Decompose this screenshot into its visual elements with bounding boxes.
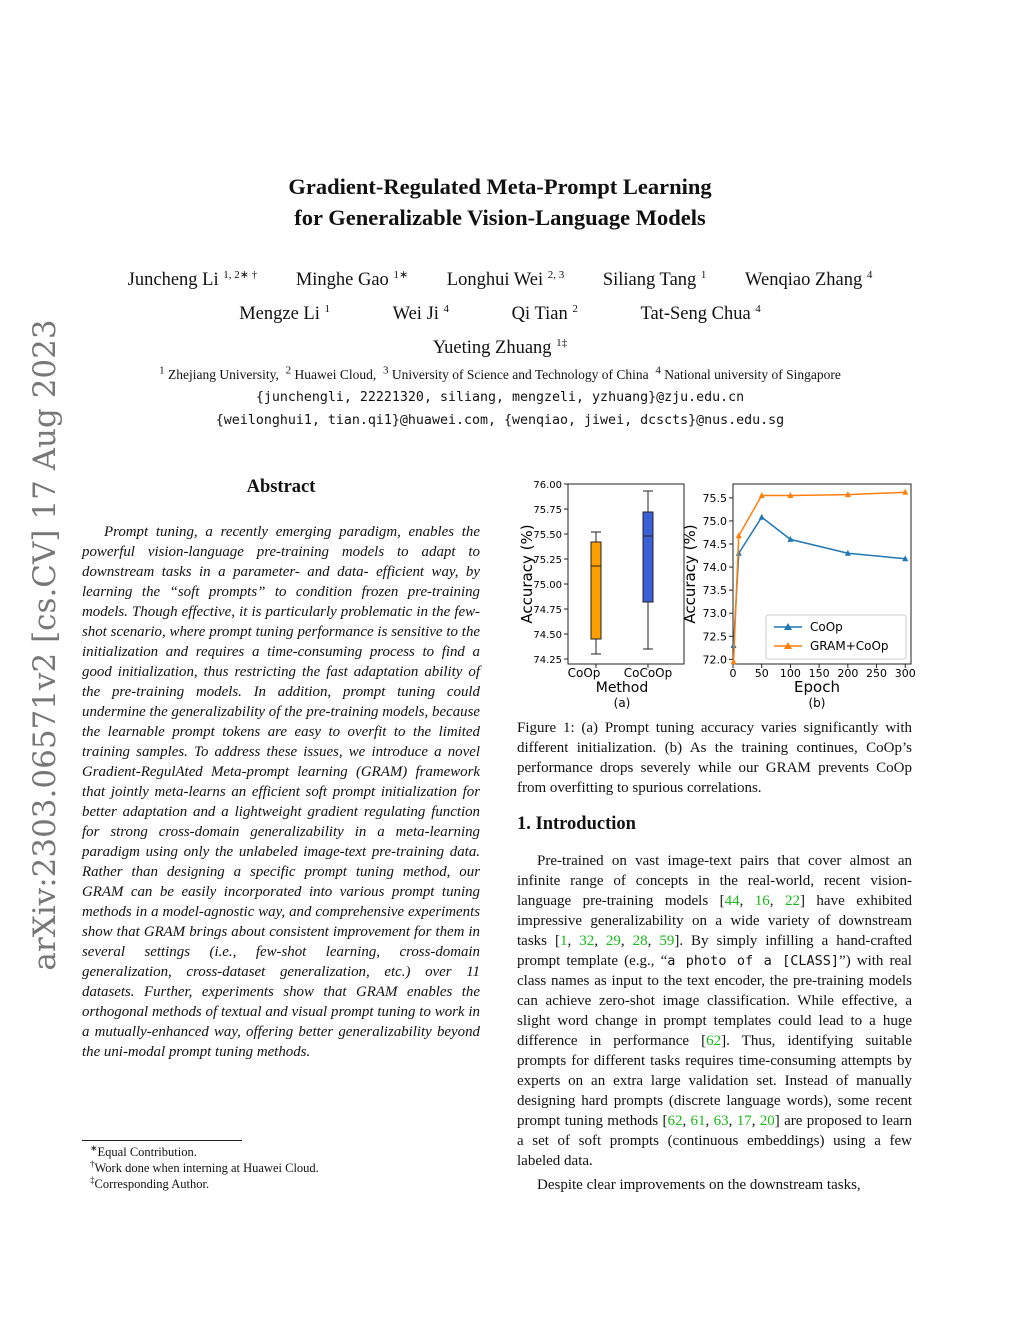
author: Minghe Gao $^{1∗}$ (295, 268, 409, 290)
figure-caption: Figure 1: (a) Prompt tuning accuracy varies significantly with different initialization. (b) As the training continues, CoOp’s performance drops severely while our GRAM prevents CoOp from overfitting to spurious correlations. (517, 720, 912, 796)
author: Tat-Seng Chua $^4$ (640, 302, 761, 324)
abstract-heading: Abstract (246, 477, 316, 497)
author: Mengze Li $^1$ (239, 302, 330, 324)
footnote-rule (82, 1140, 242, 1141)
chart-b-xtick: 250 (866, 667, 888, 680)
citation-link[interactable]: 32 (579, 933, 595, 949)
citation-link[interactable]: 1 (559, 933, 568, 949)
chart-a-ytick: 74.25 (533, 655, 562, 666)
chart-a-ytick: 76.00 (533, 480, 562, 491)
citation-link[interactable]: 63 (713, 1113, 729, 1129)
chart-b-xlabel: Epoch (794, 678, 840, 696)
intro-paragraph-1: Pre-trained on vast image-text pairs that cover almost an infinite range of concepts in the real-world, recent vision-language pre-training models [44, 16, 22] have exhibited impressive generalizability on a wide variety of downstream tasks [1, 32, 29, 28, 59]. By simply infilling a hand-crafted prompt template (e.g., “a photo of a [CLASS]”) with real class names as input to the text encoder, the pre-training models can achieve zero-shot image classification. While effective, a slight word change in prompt templates could lead to a huge difference in performance [62]. Thus, identifying suitable prompts for different tasks requires time-consuming attempts by experts on an extra large validation set. Instead of manually designing hard prompts (discrete language words), some recent prompt tuning methods [62, 61, 63, 17, 20] are proposed to learn a set of soft prompts (continuous embeddings) using a few labeled data. (517, 853, 913, 1169)
citation-link[interactable]: 29 (605, 933, 621, 949)
chart-b-xtick: 100 (779, 667, 801, 680)
arxiv-sidebar (27, 319, 63, 971)
chart-b-point-coop (759, 514, 765, 520)
paper-title-line2: for Generalizable Vision-Language Models (294, 205, 706, 230)
chart-b (681, 484, 916, 710)
author: Qi Tian $^2$ (511, 302, 578, 324)
author: Wei Ji $^4$ (392, 302, 450, 324)
citation-link[interactable]: 22 (785, 893, 800, 909)
chart-b-ytick: 72.5 (702, 630, 727, 644)
chart-b-sublabel: (b) (808, 696, 826, 710)
legend-gram-label: GRAM+CoOp (810, 639, 889, 653)
chart-a-xtick: CoOp (567, 666, 601, 680)
chart-b-xtick: 50 (754, 667, 769, 680)
citation-link[interactable]: 61 (690, 1113, 706, 1129)
citation-link[interactable]: 62 (706, 1033, 722, 1049)
email-line2: {weilonghui1, tian.qi1}@huawei.com, {wenqiao, jiwei, dcscts}@nus.edu.sg (215, 413, 785, 428)
chart-a-frame (568, 484, 684, 664)
paper-title-line1: Gradient-Regulated Meta-Prompt Learning (288, 174, 712, 199)
chart-b-xtick: 150 (808, 667, 830, 680)
chart-b-ytick: 74.0 (702, 561, 727, 575)
citation-link[interactable]: 62 (667, 1113, 683, 1129)
author: Longhui Wei $^{2, 3}$ (446, 268, 565, 290)
affiliations: $^1$ Zhejiang University, $^2$ Huawei Cloud, $^3$ University of Science and Technology of China $^4$ National university of Singapore (159, 364, 841, 382)
chart-b-xtick: 200 (837, 667, 859, 680)
authors-row3 (0, 338, 1000, 359)
chart-b-xtick: 0 (729, 667, 737, 680)
abstract-body: Prompt tuning, a recently emerging paradigm, enables the powerful vision-language pre-training models to adapt to downstream tasks in a parameter- and data- efficient way, by learning the “soft prompts” to condition frozen pre-training models. Though effective, it is particularly problematic in the few-shot scenario, where prompt tuning performance is sensitive to the initialization and requires a time-consuming process to find a good initialization, thus restricting the fast adaptation ability of the pre-training models. In addition, prompt tuning could undermine the generalizability of the pre-training models, because the learnable prompt tokens are easy to overfit to the limited training samples. To address these issues, we introduce a novel Gradient-RegulAted Meta-prompt learning (GRAM) framework that jointly meta-learns an efficient soft prompt initialization for better adaptation and a lightweight gradient regulating function for strong cross-domain generalizability in a meta-learning paradigm using only the unlabeled image-text pre-training data. Rather than designing a specific prompt tuning method, our GRAM can be easily incorporated into various prompt tuning methods in a model-agnostic way, and comprehensive experiments show that GRAM brings about consistent improvement for them in several settings (i.e., few-shot learning, cross-domain generalization, cross-dataset generalization, etc.) over 11 datasets. Further, experiments show that GRAM enables the orthogonal methods of textual and visual prompt tuning to work in a mutually-enhanced way, offering better generalizability beyond the uni-modal prompt tuning methods. (82, 524, 480, 1060)
authors-row2 (0, 304, 1000, 325)
chart-b-ytick: 75.0 (702, 514, 727, 528)
chart-a-box-coop (591, 542, 601, 639)
prompt-template: a photo of a [CLASS] (667, 953, 840, 969)
chart-b-ytick: 73.0 (702, 607, 727, 621)
chart-a-xlabel: Method (595, 680, 649, 696)
chart-a-sublabel: (a) (613, 696, 631, 710)
citation-link[interactable]: 16 (754, 893, 770, 909)
chart-a-ylabel: Accuracy (%) (518, 524, 536, 624)
chart-b-point-coop (787, 536, 793, 542)
author: Wenqiao Zhang $^4$ (745, 268, 873, 290)
citation-link[interactable]: 59 (659, 933, 675, 949)
citation-link[interactable]: 20 (759, 1113, 775, 1129)
section-heading: 1. Introduction (517, 814, 636, 834)
chart-a-ytick: 74.75 (533, 605, 562, 616)
footnote: ‡Corresponding Author. (90, 1174, 210, 1191)
intro-paragraph-2: Despite clear improvements on the downstream tasks, (537, 1177, 861, 1193)
chart-a (518, 480, 684, 710)
chart-b-ytick: 72.0 (702, 653, 727, 667)
chart-b-legend (766, 615, 906, 659)
chart-b-ytick: 75.5 (702, 491, 727, 505)
intro-body (517, 851, 912, 1195)
chart-a-ytick: 74.50 (533, 630, 562, 641)
chart-a-ytick: 75.75 (533, 505, 562, 516)
chart-a-ytick: 75.00 (533, 580, 562, 591)
author: Juncheng Li $^{1, 2∗ \dagger}$ (127, 268, 258, 290)
arxiv-id: arXiv:2303.06571v2 [cs.CV] 17 Aug 2023 (27, 319, 63, 971)
email-line1: {junchengli, 22221320, siliang, mengzeli, yzhuang}@zju.edu.cn (255, 390, 745, 405)
authors-row1 (0, 270, 1000, 291)
author: Yueting Zhuang $^{1\ddagger}$ (432, 336, 568, 358)
footnote: †Work done when interning at Huawei Cloud. (90, 1158, 319, 1175)
chart-b-ytick: 74.5 (702, 538, 727, 551)
chart-b-ylabel: Accuracy (%) (681, 524, 699, 624)
citation-link[interactable]: 28 (632, 933, 648, 949)
chart-b-xtick: 300 (894, 667, 916, 680)
footnote: ∗Equal Contribution. (90, 1142, 197, 1159)
chart-b-ytick: 73.5 (702, 584, 727, 598)
chart-a-box-cocoop (643, 512, 653, 602)
chart-a-ytick: 75.50 (533, 530, 562, 541)
chart-a-xtick: CoCoOp (623, 666, 673, 680)
legend-coop-label: CoOp (810, 620, 843, 634)
chart-a-ytick: 75.25 (533, 555, 562, 566)
figure-1 (512, 474, 918, 714)
author: Siliang Tang $^1$ (602, 268, 707, 290)
citation-link[interactable]: 17 (736, 1113, 752, 1129)
citation-link[interactable]: 44 (724, 893, 740, 909)
